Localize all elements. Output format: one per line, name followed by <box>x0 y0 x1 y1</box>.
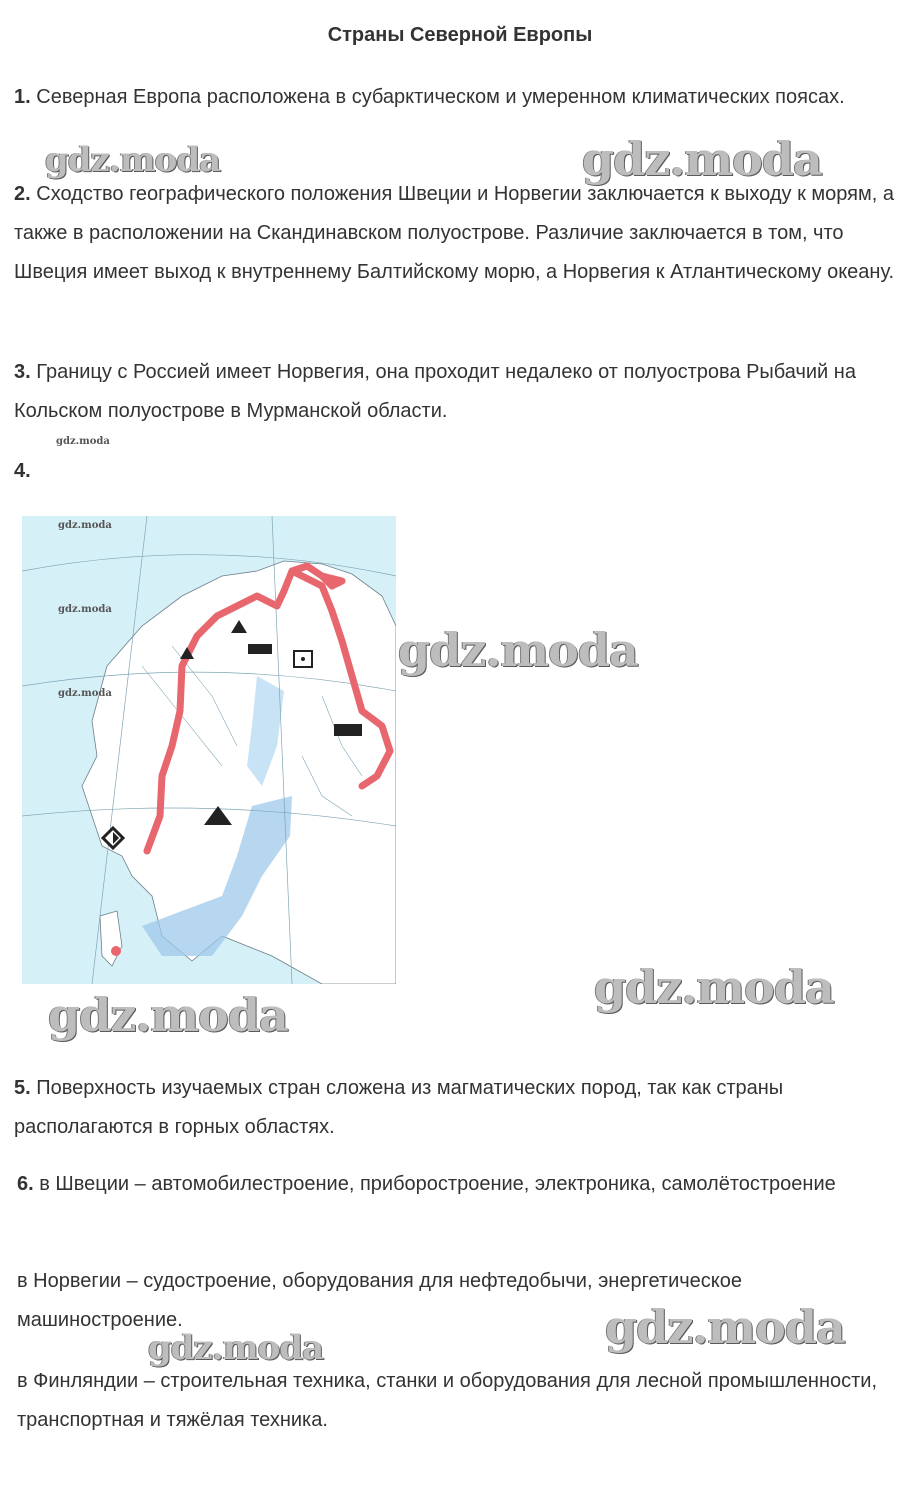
map-red-marker <box>111 946 121 956</box>
map-bar-marker <box>334 724 362 736</box>
page-title: Страны Северной Европы <box>327 24 593 46</box>
answer-6-norway: в Норвегии – судостроение, оборудования для нефтедобычи, энергетическое машиностроение. <box>17 1270 742 1331</box>
answer-text: Поверхность изучаемых стран сложена из магматических пород, так как страны располагаются в горных областях. <box>14 1077 784 1138</box>
map-bar-marker <box>248 644 272 654</box>
watermark: gdz.moda <box>58 520 112 531</box>
answer-5 <box>14 1069 898 1147</box>
watermark: gdz.moda <box>56 436 110 447</box>
answer-text: Северная Европа расположена в субарктическом и умеренном климатических поясах. <box>36 86 845 108</box>
answer-3 <box>14 353 898 431</box>
answer-number: 4. <box>14 460 31 482</box>
watermark: gdz.moda <box>148 1328 324 1368</box>
answer-2 <box>14 175 898 292</box>
watermark: gdz.moda <box>398 623 638 677</box>
watermark: gdz.moda <box>582 132 822 186</box>
watermark: gdz.moda <box>48 988 288 1042</box>
watermark: gdz.moda <box>605 1300 845 1354</box>
answer-1 <box>14 78 898 117</box>
watermark: gdz.moda <box>58 688 112 699</box>
answer-number: 2. <box>14 183 31 205</box>
answer-6-finland: в Финляндии – строительная техника, станки и оборудования для лесной промышленности, транспортная и тяжёлая техника. <box>17 1370 877 1431</box>
watermark: gdz.moda <box>594 960 834 1014</box>
answer-number: 3. <box>14 361 31 383</box>
watermark: gdz.moda <box>45 140 221 180</box>
answer-text: Сходство географического положения Швеции и Норвегии заключается к выходу к морям, а также в расположении на Скандинавском полуострове. Различие заключается в том, что Швеция имеет выход к внутреннему Балтийскому морю, а Норвегия к Атлантическому океану. <box>14 183 895 283</box>
answer-number: 1. <box>14 86 31 108</box>
answer-6 <box>17 1165 901 1204</box>
answer-text: в Швеции – автомобилестроение, приборостроение, электроника, самолётостроение <box>39 1173 836 1195</box>
watermark: gdz.moda <box>58 604 112 615</box>
answer-4 <box>14 452 898 491</box>
answer-number: 5. <box>14 1077 31 1099</box>
answer-text: Границу с Россией имеет Норвегия, она проходит недалеко от полуострова Рыбачий на Кольском полуострове в Мурманской области. <box>14 361 856 422</box>
scandinavia-map <box>22 516 396 984</box>
answer-number: 6. <box>17 1173 34 1195</box>
